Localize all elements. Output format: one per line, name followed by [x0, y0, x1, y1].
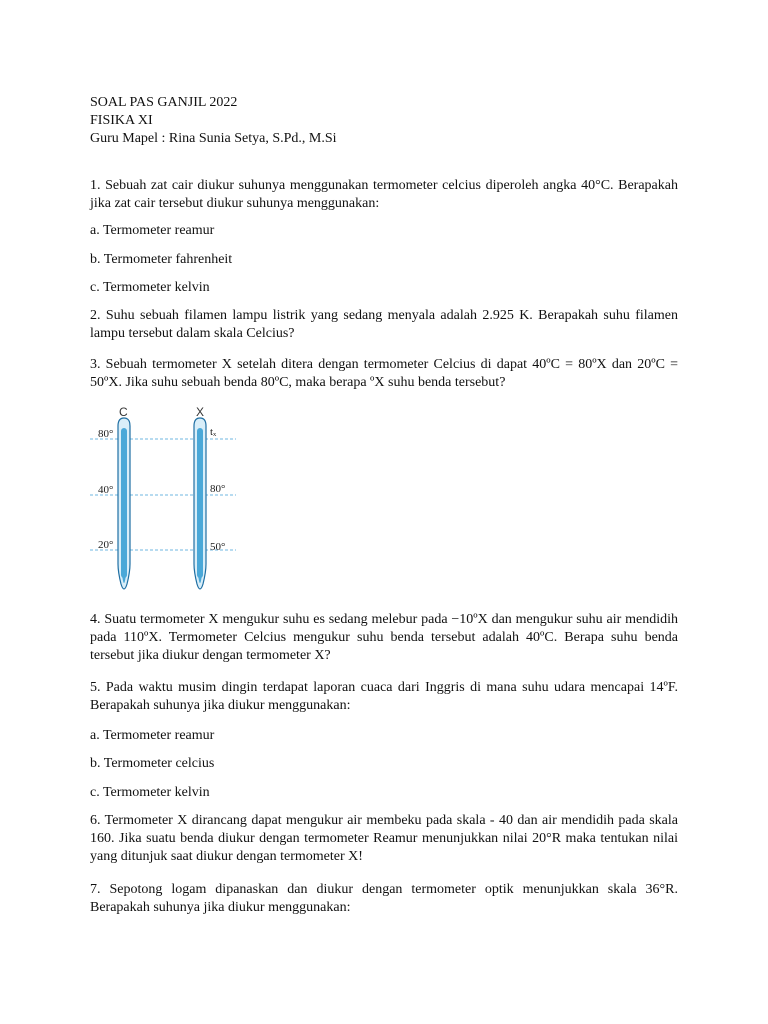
question-1-option-b: b. Termometer fahrenheit [90, 252, 233, 267]
x-label-tx: tₓ [210, 426, 217, 438]
question-2 [90, 307, 678, 343]
question-6-text: 6. Termometer X dirancang dapat mengukur air membeku pada skala - 40 dan air mendidih pada skala 160. Jika suatu benda diukur dengan termometer Reamur menunjukkan nilai 20°R maka tentukan nilai yang ditunjuk saat diukur dengan termometer X! [90, 813, 678, 864]
question-2-text: 2. Suhu sebuah filamen lampu listrik yang sedang menyala adalah 2.925 K. Berapakah suhu filamen lampu tersebut dalam skala Celcius? [90, 308, 678, 341]
x-thermometer [194, 418, 206, 589]
question-1-text: 1. Sebuah zat cair diukur suhunya menggunakan termometer celcius diperoleh angka 40°C. Berapakah jika zat cair tersebut diukur suhunya menggunakan: [90, 178, 678, 211]
celsius-label-40: 40° [98, 484, 114, 496]
question-5-text: 5. Pada waktu musim dingin terdapat laporan cuaca dari Inggris di mana suhu udara mencapai 14ºF. Berapakah suhunya jika diukur menggunakan: [90, 680, 678, 713]
x-label-50: 50° [210, 541, 226, 553]
question-5-option-c: c. Termometer kelvin [90, 785, 210, 800]
document-header [90, 94, 678, 148]
question-1-option-c: c. Termometer kelvin [90, 280, 210, 295]
celsius-label-80: 80° [98, 428, 114, 440]
celsius-thermometer [118, 418, 130, 589]
question-5-option-b: b. Termometer celcius [90, 756, 215, 771]
celsius-label-20: 20° [98, 539, 114, 551]
question-4 [90, 611, 678, 665]
celsius-scale-title: C [119, 405, 128, 419]
question-6 [90, 812, 678, 866]
question-5 [90, 679, 678, 715]
thermometer-figure [90, 404, 240, 600]
question-3-text: 3. Sebuah termometer X setelah ditera dengan termometer Celcius di dapat 40ºC = 80ºX dan 20ºC = 50ºX. Jika suhu sebuah benda 80ºC, maka berapa ºX suhu benda tersebut? [90, 357, 678, 390]
subject-title: FISIKA XI [90, 113, 153, 128]
question-7 [90, 881, 678, 917]
exam-title: SOAL PAS GANJIL 2022 [90, 95, 238, 110]
thermometer-diagram [90, 404, 240, 600]
teacher-line: Guru Mapel : Rina Sunia Setya, S.Pd., M.Si [90, 131, 337, 146]
question-3 [90, 356, 678, 392]
question-5-option-a: a. Termometer reamur [90, 728, 215, 743]
question-4-text: 4. Suatu termometer X mengukur suhu es sedang melebur pada −10ºX dan mengukur suhu air mendidih pada 110ºX. Termometer Celcius mengukur suhu benda tersebut adalah 40ºC. Berapa suhu benda tersebut jika diukur dengan termometer X? [90, 612, 678, 663]
x-label-80: 80° [210, 483, 226, 495]
x-scale-title: X [196, 405, 205, 419]
question-1 [90, 177, 678, 213]
question-1-option-a: a. Termometer reamur [90, 223, 215, 238]
question-7-text: 7. Sepotong logam dipanaskan dan diukur dengan termometer optik menunjukkan skala 36°R. Berapakah suhunya jika diukur menggunakan: [90, 882, 678, 915]
